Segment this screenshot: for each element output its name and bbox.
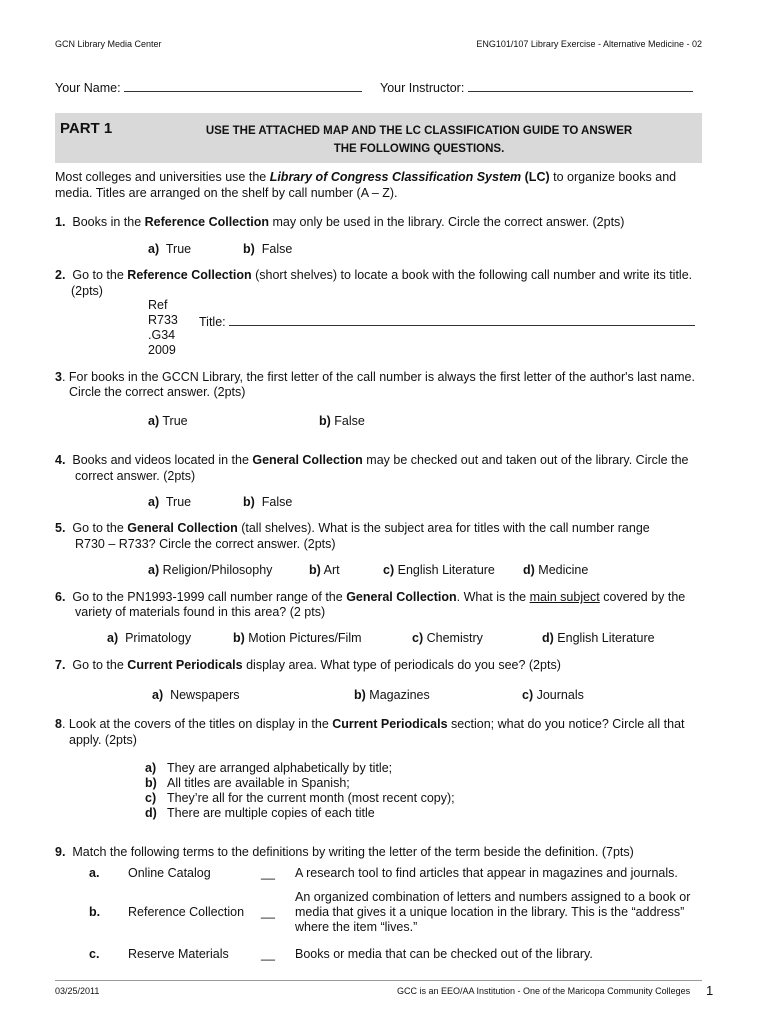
q8-option-b[interactable]: b) All titles are available in Spanish; <box>145 776 350 790</box>
match-def-b: An organized combination of letters and numbers assigned to a book or media that gives it a unique location in the library. This is the “address” where the item “lives.” <box>295 890 691 934</box>
question-5: 5. Go to the General Collection (tall shelves). What is the subject area for titles with the call number range <box>55 521 650 535</box>
match-def-c: Books or media that can be checked out of the library. <box>295 947 593 961</box>
q2-title-field[interactable] <box>199 313 695 329</box>
intro-text-end: to organize books and <box>549 170 677 184</box>
q6-line2: variety of materials found in this area? (2 pts) <box>75 605 326 619</box>
q1-option-b[interactable]: b) False <box>243 242 293 256</box>
question-9: 9. Match the following terms to the definitions by writing the letter of the term beside the definition. (7pts) <box>55 845 634 859</box>
footer-divider <box>55 980 702 981</box>
question-6: 6. Go to the PN1993-1999 call number range of the General Collection. What is the main subject covered by the <box>55 590 686 604</box>
q7-option-c[interactable]: c) Journals <box>522 688 584 702</box>
q1-number: 1. <box>55 215 66 229</box>
footer-institution: GCC is an EEO/AA Institution - One of the Maricopa Community Colleges <box>397 986 691 996</box>
q5-option-a[interactable]: a) Religion/Philosophy <box>148 563 273 577</box>
match-term-a: Online Catalog <box>128 866 211 880</box>
q5-option-b[interactable]: b) Art <box>309 563 340 577</box>
lc-abbr: (LC) <box>521 170 550 184</box>
q2-title-blank[interactable] <box>229 313 695 326</box>
part-instructions <box>199 122 639 158</box>
name-field[interactable] <box>55 79 362 95</box>
q5-number: 5. <box>55 521 66 535</box>
q8-options <box>145 761 455 821</box>
page-number: 1 <box>706 983 714 998</box>
intro-text: Most colleges and universities use the <box>55 170 270 184</box>
q7-bold: Current Periodicals <box>127 658 243 672</box>
q5-line2: R730 – R733? Circle the correct answer. (2pts) <box>75 537 336 551</box>
match-term-c: Reserve Materials <box>128 947 229 961</box>
question-8: 8. Look at the covers of the titles on display in the Current Periodicals section; what do you notice? Circle all that <box>55 717 685 731</box>
q8-number: 8 <box>55 717 62 731</box>
match-row-a: a. <box>89 866 100 880</box>
q2-title-label: Title: <box>199 315 226 329</box>
q1-text-end: may only be used in the library. Circle the correct answer. (2pts) <box>269 215 625 229</box>
instructor-field[interactable] <box>380 79 693 95</box>
q2-line2: (2pts) <box>71 284 103 298</box>
name-label: Your Name: <box>55 81 121 95</box>
q7-option-a[interactable]: a) Newspapers <box>152 688 240 702</box>
q5-option-d[interactable]: d) Medicine <box>523 563 589 577</box>
question-4: 4. Books and videos located in the General Collection may be checked out and taken out of the library. Circle the <box>55 453 689 467</box>
q4-option-b[interactable]: b) False <box>243 495 293 509</box>
match-row-b: b. <box>89 905 101 919</box>
q3-line2: Circle the correct answer. (2pts) <box>69 385 246 399</box>
header-right: ENG101/107 Library Exercise - Alternative Medicine - 02 <box>476 39 702 49</box>
question-1 <box>55 215 624 229</box>
q1-text: Books in the <box>72 215 145 229</box>
instructor-label: Your Instructor: <box>380 81 465 95</box>
q6-option-b[interactable]: b) Motion Pictures/Film <box>233 631 362 645</box>
q8-option-a[interactable]: a) They are arranged alphabetically by title; <box>145 761 393 775</box>
q6-option-d[interactable]: d) English Literature <box>542 631 655 645</box>
match-def-a: A research tool to find articles that appear in magazines and journals. <box>295 866 678 880</box>
q3-option-a[interactable]: a) True <box>148 414 188 428</box>
q3-option-b[interactable]: b) False <box>319 414 365 428</box>
q4-option-a[interactable]: a) True <box>148 495 192 509</box>
q7-option-b[interactable]: b) Magazines <box>354 688 430 702</box>
q6-bold: General Collection <box>346 590 457 604</box>
q6-number: 6. <box>55 590 66 604</box>
instructor-blank[interactable] <box>468 79 693 92</box>
q6-underlined: main subject <box>529 590 600 604</box>
match-blank-c[interactable]: __ <box>261 947 275 961</box>
q3-number: 3 <box>55 370 62 384</box>
q8-line2: apply. (2pts) <box>69 733 137 747</box>
q2-number: 2. <box>55 268 66 282</box>
question-3: 3. For books in the GCCN Library, the first letter of the call number is always the first letter of the author's last name. <box>55 370 695 384</box>
q9-number: 9. <box>55 845 66 859</box>
q6-option-c[interactable]: c) Chemistry <box>412 631 483 645</box>
match-blank-a[interactable]: __ <box>261 866 275 880</box>
question-7: 7. Go to the Current Periodicals display area. What type of periodicals do you see? (2pts) <box>55 658 561 672</box>
q4-bold: General Collection <box>252 453 363 467</box>
match-row-c: c. <box>89 947 100 961</box>
q6-option-a[interactable]: a) Primatology <box>107 631 192 645</box>
header-left: GCN Library Media Center <box>55 39 162 49</box>
q8-option-d[interactable]: d) There are multiple copies of each title <box>145 806 375 820</box>
q5-option-c[interactable]: c) English Literature <box>383 563 495 577</box>
q4-line2: correct answer. (2pts) <box>75 469 196 483</box>
q8-bold: Current Periodicals <box>332 717 448 731</box>
name-blank[interactable] <box>124 79 362 92</box>
q2-call-number: Ref R733 .G34 2009 <box>148 298 178 357</box>
q8-option-c[interactable]: c) They’re all for the current month (most recent copy); <box>145 791 455 805</box>
intro-line1 <box>55 170 676 184</box>
q5-bold: General Collection <box>127 521 238 535</box>
match-term-b: Reference Collection <box>128 905 245 919</box>
lc-system-name: Library of Congress Classification System <box>269 170 522 184</box>
part-instructions-line2: THE FOLLOWING QUESTIONS. <box>333 143 505 155</box>
part-title: PART 1 <box>60 120 113 137</box>
q1-bold: Reference Collection <box>144 215 269 229</box>
q1-option-a[interactable]: a) True <box>148 242 192 256</box>
intro-line2: media. Titles are arranged on the shelf by call number (A – Z). <box>55 186 398 200</box>
part-instructions-line1: USE THE ATTACHED MAP AND THE LC CLASSIFICATION GUIDE TO ANSWER <box>205 125 633 137</box>
match-blank-b[interactable]: __ <box>261 905 275 919</box>
q7-number: 7. <box>55 658 66 672</box>
question-2: 2. Go to the Reference Collection (short shelves) to locate a book with the following call number and write its title. <box>55 268 693 282</box>
footer-date: 03/25/2011 <box>55 986 100 996</box>
q4-number: 4. <box>55 453 66 467</box>
q2-bold: Reference Collection <box>127 268 252 282</box>
